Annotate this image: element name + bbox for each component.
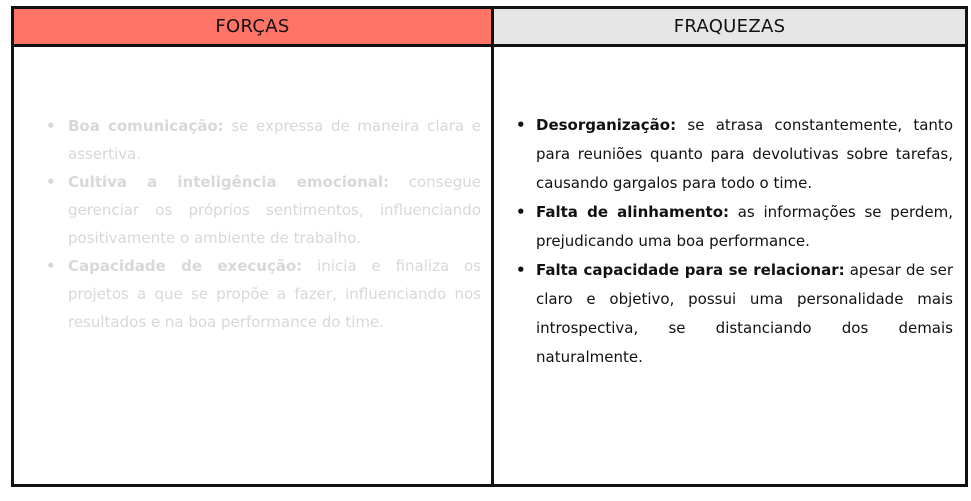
bullet-icon: • xyxy=(516,116,526,134)
swot-table xyxy=(11,6,968,487)
bullet-icon: • xyxy=(46,173,56,191)
strengths-list xyxy=(44,112,481,336)
weaknesses-list xyxy=(514,111,953,372)
item-text: consegue gerenciar os próprios sentimentos, influenciando positivamente o ambiente de trabalho. xyxy=(68,173,481,247)
strengths-header: FORÇAS xyxy=(14,9,494,47)
item-text: inicia e finaliza os projetos a que se propõe a fazer, influenciando nos resultados e na boa performance do time. xyxy=(68,257,481,331)
bullet-icon: • xyxy=(46,117,56,135)
list-item xyxy=(514,198,953,256)
item-title: Desorganização: xyxy=(536,116,677,134)
bullet-icon: • xyxy=(516,203,526,221)
item-text: apesar de ser claro e objetivo, possui uma personalidade mais introspectiva, se distanciando dos demais naturalmente. xyxy=(536,261,953,366)
weaknesses-cell xyxy=(494,47,965,484)
item-text: se atrasa constantemente, tanto para reuniões quanto para devolutivas sobre tarefas, causando gargalos para todo o time. xyxy=(536,116,953,192)
list-item xyxy=(514,111,953,198)
item-title: Falta de alinhamento: xyxy=(536,203,730,221)
list-item xyxy=(44,252,481,336)
bullet-icon: • xyxy=(46,257,56,275)
item-text: se expressa de maneira clara e assertiva. xyxy=(68,117,481,163)
item-title: Falta capacidade para se relacionar: xyxy=(536,261,845,279)
list-item xyxy=(44,168,481,252)
strengths-cell xyxy=(14,47,494,484)
list-item xyxy=(44,112,481,168)
item-title: Cultiva a inteligência emocional: xyxy=(68,173,390,191)
item-title: Boa comunicação: xyxy=(68,117,224,135)
item-text: as informações se perdem, prejudicando uma boa performance. xyxy=(536,203,953,250)
list-item xyxy=(514,256,953,372)
weaknesses-header: FRAQUEZAS xyxy=(494,9,965,47)
bullet-icon: • xyxy=(516,261,526,279)
item-title: Capacidade de execução: xyxy=(68,257,303,275)
